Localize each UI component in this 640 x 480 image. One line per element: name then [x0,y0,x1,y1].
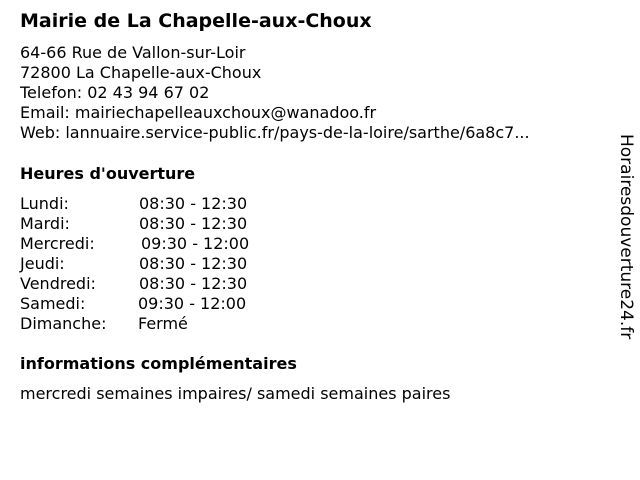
time-value: 09:30 - 12:00 [141,234,250,253]
day-label: Jeudi: [20,254,65,273]
phone-number: Telefon: 02 43 94 67 02 [20,83,210,102]
day-label: Samedi: [20,294,86,313]
time-value: 08:30 - 12:30 [139,254,248,273]
website-url: Web: lannuaire.service-public.fr/pays-de-la-loire/sarthe/6a8c7... [20,123,530,142]
day-label: Dimanche: [20,314,107,333]
time-value: Fermé [138,314,188,333]
day-label: Vendredi: [20,274,96,293]
time-value: 08:30 - 12:30 [139,274,248,293]
address-city: 72800 La Chapelle-aux-Choux [20,63,262,82]
time-value: 08:30 - 12:30 [139,214,248,233]
watermark-text: Horairesdouverture24.fr [616,134,636,340]
day-label: Mercredi: [20,234,95,253]
address-street: 64-66 Rue de Vallon-sur-Loir [20,43,246,62]
time-value: 08:30 - 12:30 [139,194,248,213]
page-title: Mairie de La Chapelle-aux-Choux [20,10,372,32]
day-label: Mardi: [20,214,70,233]
hours-heading: Heures d'ouverture [20,164,196,183]
email-address: Email: mairiechapelleauxchoux@wanadoo.fr [20,103,377,122]
info-text: mercredi semaines impaires/ samedi semaines paires [20,384,451,403]
address-block [20,43,530,143]
time-value: 09:30 - 12:00 [138,294,247,313]
site-watermark [612,134,636,374]
day-label: Lundi: [20,194,69,213]
info-heading: informations complémentaires [20,354,297,373]
